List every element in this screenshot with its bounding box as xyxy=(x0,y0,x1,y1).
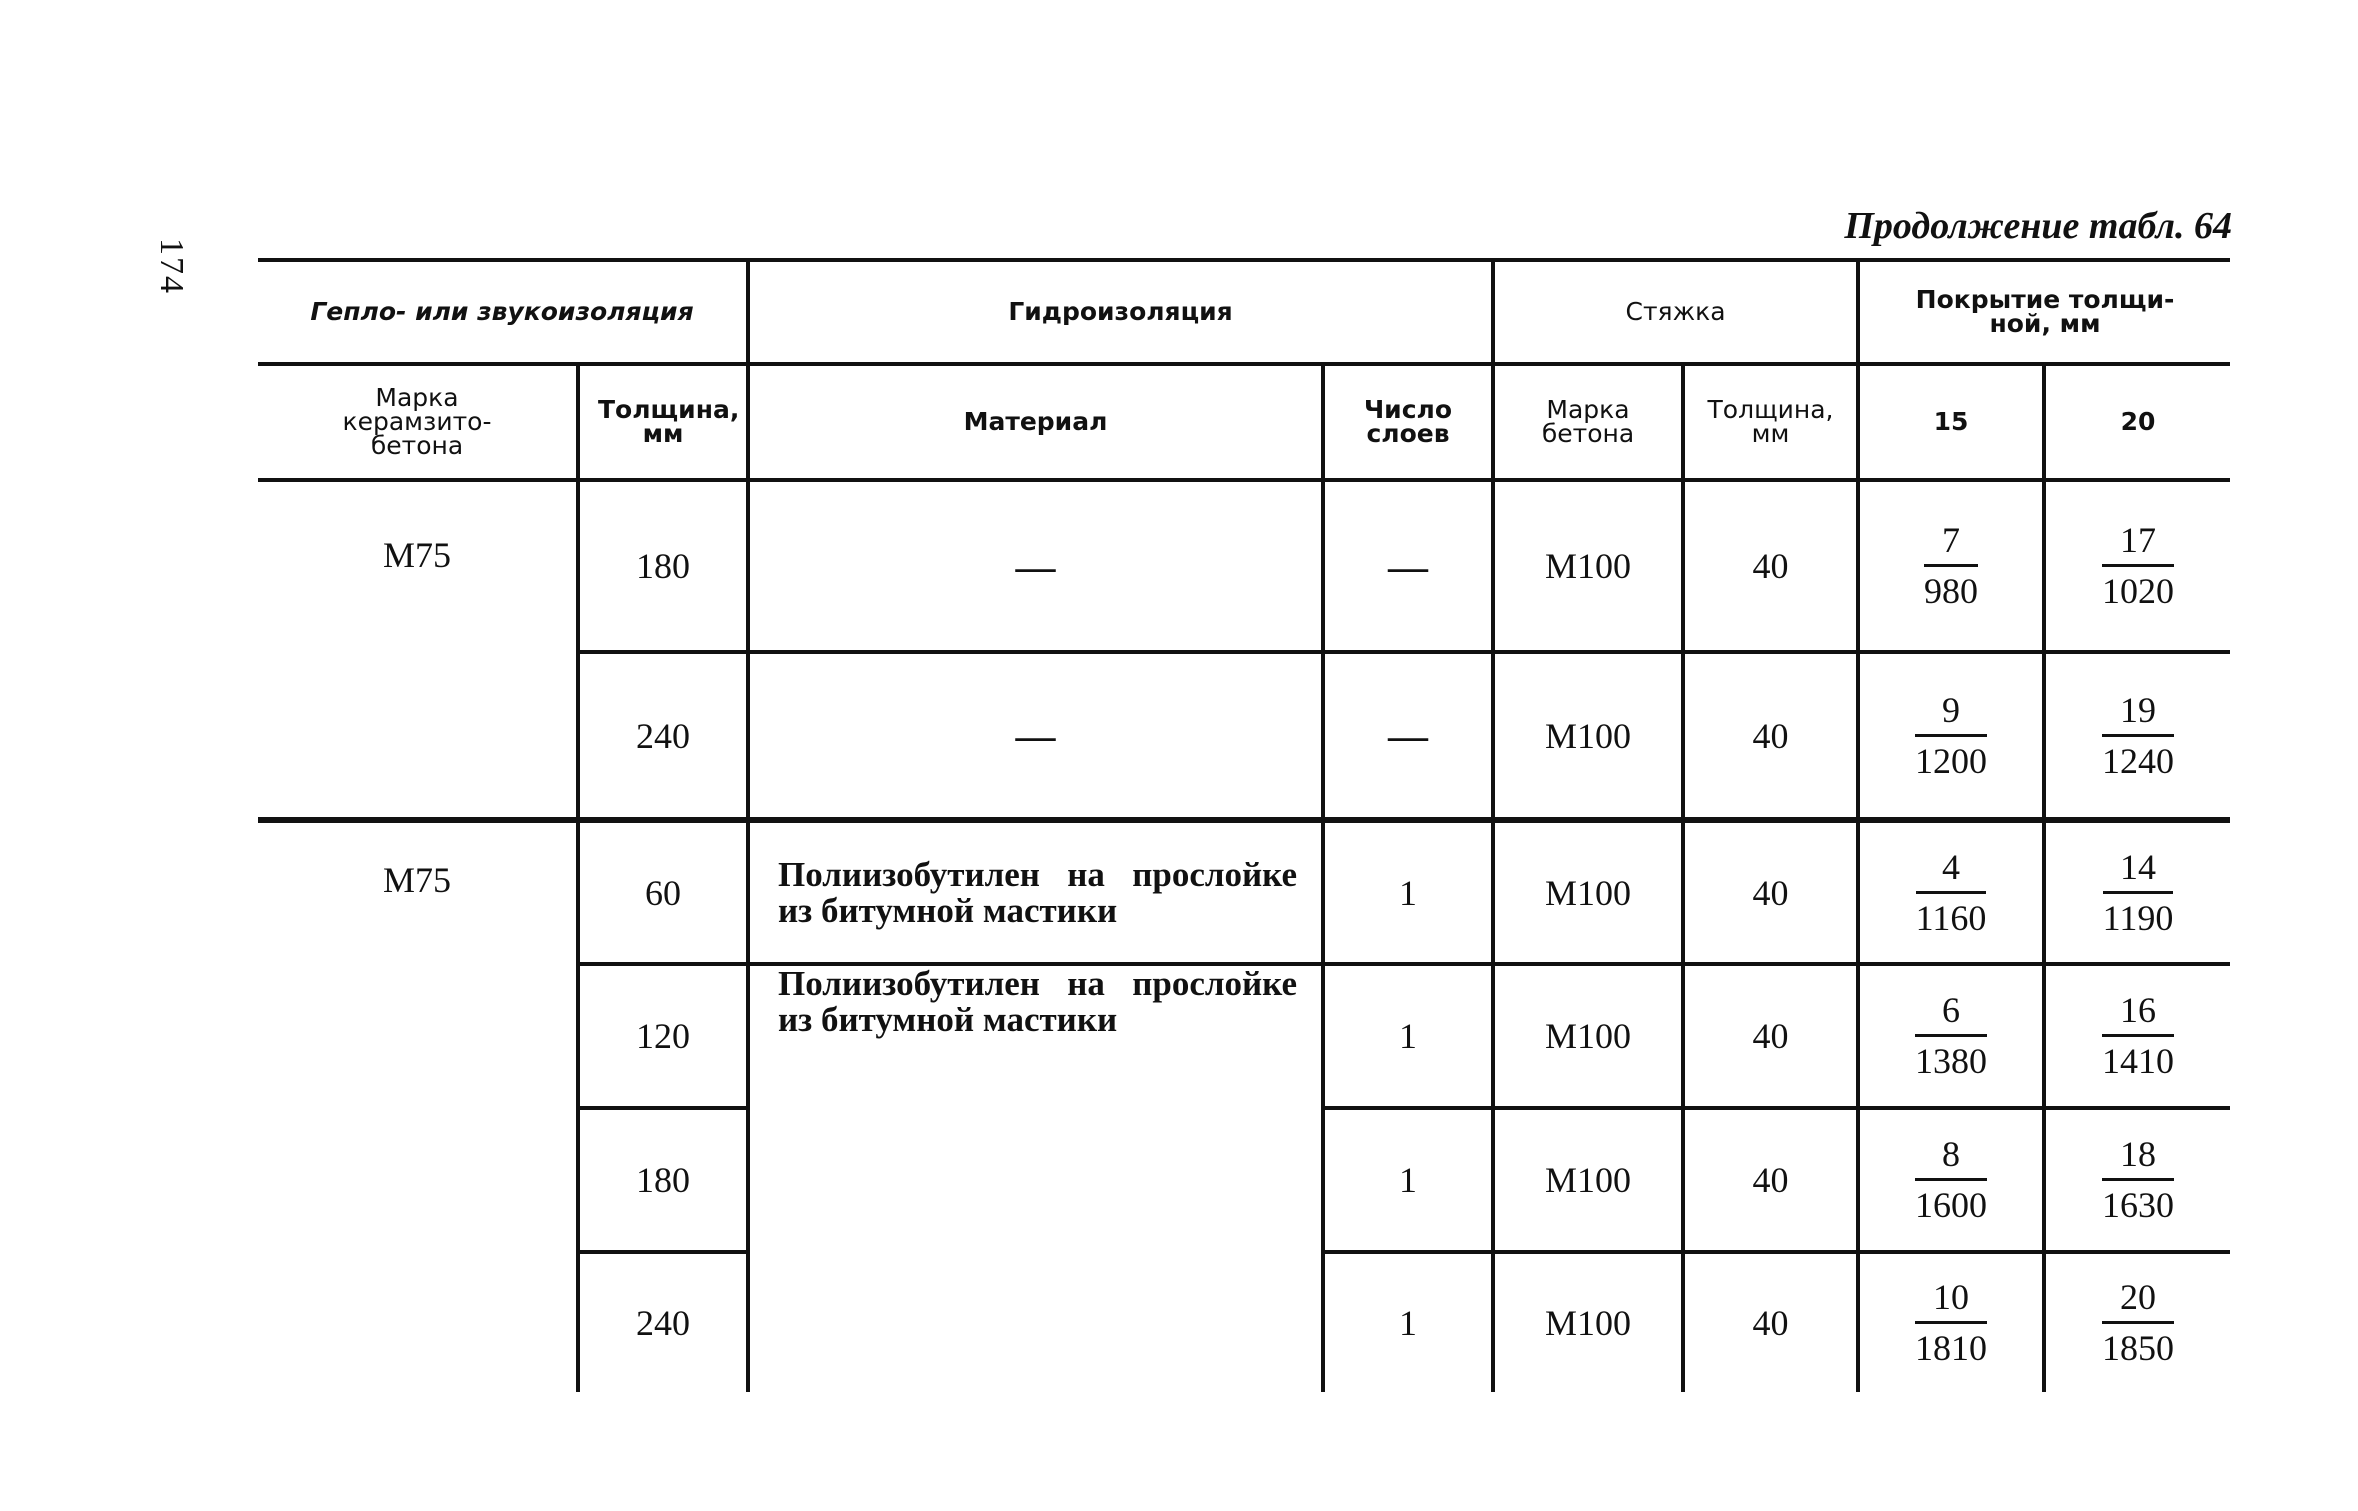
fraction-denominator: 1200 xyxy=(1915,740,1988,781)
fraction-denominator: 980 xyxy=(1924,571,1979,611)
header-screed-thickness: Толщина, мм xyxy=(1683,364,1858,480)
fraction-denominator: 1380 xyxy=(1915,1041,1988,1081)
concrete-grade-cell: М100 xyxy=(1493,1252,1683,1392)
header-coating: Покрытие толщи-ной, мм xyxy=(1858,260,2230,364)
fraction-denominator: 1240 xyxy=(2102,740,2175,781)
screed-thickness-cell: 40 xyxy=(1683,1108,1858,1252)
fraction-denominator: 1020 xyxy=(2102,571,2175,611)
fraction-numerator: 4 xyxy=(1916,847,1987,894)
layers-cell: 1 xyxy=(1323,820,1493,964)
material-cell: — xyxy=(748,480,1323,652)
insulation-thickness-cell: 60 xyxy=(578,820,748,964)
screed-thickness-cell: 40 xyxy=(1683,1252,1858,1392)
fraction-denominator: 1600 xyxy=(1915,1185,1988,1225)
fraction-numerator: 10 xyxy=(1915,1277,1987,1324)
layers-cell: — xyxy=(1323,652,1493,820)
material-cell: Полиизобутилен на прослойке из битумной мастики xyxy=(748,964,1323,1392)
coating-20-cell xyxy=(2044,820,2230,964)
fraction-denominator: 1190 xyxy=(2102,897,2174,938)
screed-thickness-cell: 40 xyxy=(1683,964,1858,1108)
concrete-grade-cell: М100 xyxy=(1493,820,1683,964)
coating-15-cell xyxy=(1858,480,2044,652)
header-layers: Число слоев xyxy=(1323,364,1493,480)
header-insulation-grade: Марка керамзито-бетона xyxy=(258,364,578,480)
fraction-denominator: 1410 xyxy=(2102,1041,2175,1081)
header-coating-15: 15 xyxy=(1858,364,2044,480)
fraction-numerator: 7 xyxy=(1924,520,1978,567)
coating-15-cell xyxy=(1858,1108,2044,1252)
header-screed: Стяжка xyxy=(1493,260,1858,364)
layers-cell: — xyxy=(1323,480,1493,652)
insulation-thickness-cell: 240 xyxy=(578,1252,748,1392)
layers-cell: 1 xyxy=(1323,1252,1493,1392)
insulation-grade-cell: М75 xyxy=(382,535,451,575)
data-table xyxy=(258,258,2230,1392)
concrete-grade-cell: М100 xyxy=(1493,652,1683,820)
fraction-numerator: 9 xyxy=(1915,690,1987,737)
concrete-grade-cell: М100 xyxy=(1493,480,1683,652)
insulation-thickness-cell: 180 xyxy=(578,480,748,652)
material-cell: Полиизобутилен на прослойке из битумной мастики xyxy=(748,820,1323,964)
fraction-numerator: 18 xyxy=(2102,1134,2174,1181)
coating-15-cell xyxy=(1858,820,2044,964)
screed-thickness-cell: 40 xyxy=(1683,820,1858,964)
coating-20-cell xyxy=(2044,964,2230,1108)
screed-thickness-cell: 40 xyxy=(1683,652,1858,820)
fraction-numerator: 6 xyxy=(1915,990,1987,1037)
header-concrete-grade: Марка бетона xyxy=(1493,364,1683,480)
insulation-thickness-cell: 180 xyxy=(578,1108,748,1252)
table-row xyxy=(258,480,2230,652)
insulation-grade-cell: М75 xyxy=(258,820,578,1392)
layers-cell: 1 xyxy=(1323,1108,1493,1252)
coating-15-cell xyxy=(1858,652,2044,820)
concrete-grade-cell: М100 xyxy=(1493,1108,1683,1252)
coating-20-cell xyxy=(2044,652,2230,820)
fraction-denominator: 1630 xyxy=(2102,1185,2175,1225)
coating-20-cell xyxy=(2044,480,2230,652)
screed-thickness-cell: 40 xyxy=(1683,480,1858,652)
coating-20-cell xyxy=(2044,1108,2230,1252)
fraction-numerator: 19 xyxy=(2102,690,2174,737)
insulation-thickness-cell: 240 xyxy=(578,652,748,820)
fraction-numerator: 14 xyxy=(2103,847,2174,894)
fraction-numerator: 16 xyxy=(2102,990,2174,1037)
table-row xyxy=(258,820,2230,964)
material-cell: — xyxy=(748,652,1323,820)
header-material: Материал xyxy=(748,364,1323,480)
concrete-grade-cell: М100 xyxy=(1493,964,1683,1108)
header-coating-20: 20 xyxy=(2044,364,2230,480)
fraction-numerator: 20 xyxy=(2102,1277,2174,1324)
insulation-thickness-cell: 120 xyxy=(578,964,748,1108)
table-caption: Продолжение табл. 64 xyxy=(1844,205,2232,247)
layers-cell: 1 xyxy=(1323,964,1493,1108)
coating-15-cell xyxy=(1858,964,2044,1108)
page-number: 174 xyxy=(153,238,190,295)
coating-20-cell xyxy=(2044,1252,2230,1392)
header-insulation: Гепло- или звукоизоляция xyxy=(258,260,748,364)
coating-15-cell xyxy=(1858,1252,2044,1392)
fraction-numerator: 8 xyxy=(1915,1134,1987,1181)
fraction-denominator: 1850 xyxy=(2102,1328,2175,1368)
fraction-denominator: 1160 xyxy=(1915,897,1987,938)
header-insulation-thickness: Толщина, мм xyxy=(578,364,748,480)
header-waterproofing: Гидроизоляция xyxy=(748,260,1493,364)
fraction-numerator: 17 xyxy=(2102,520,2174,567)
fraction-denominator: 1810 xyxy=(1915,1328,1988,1368)
